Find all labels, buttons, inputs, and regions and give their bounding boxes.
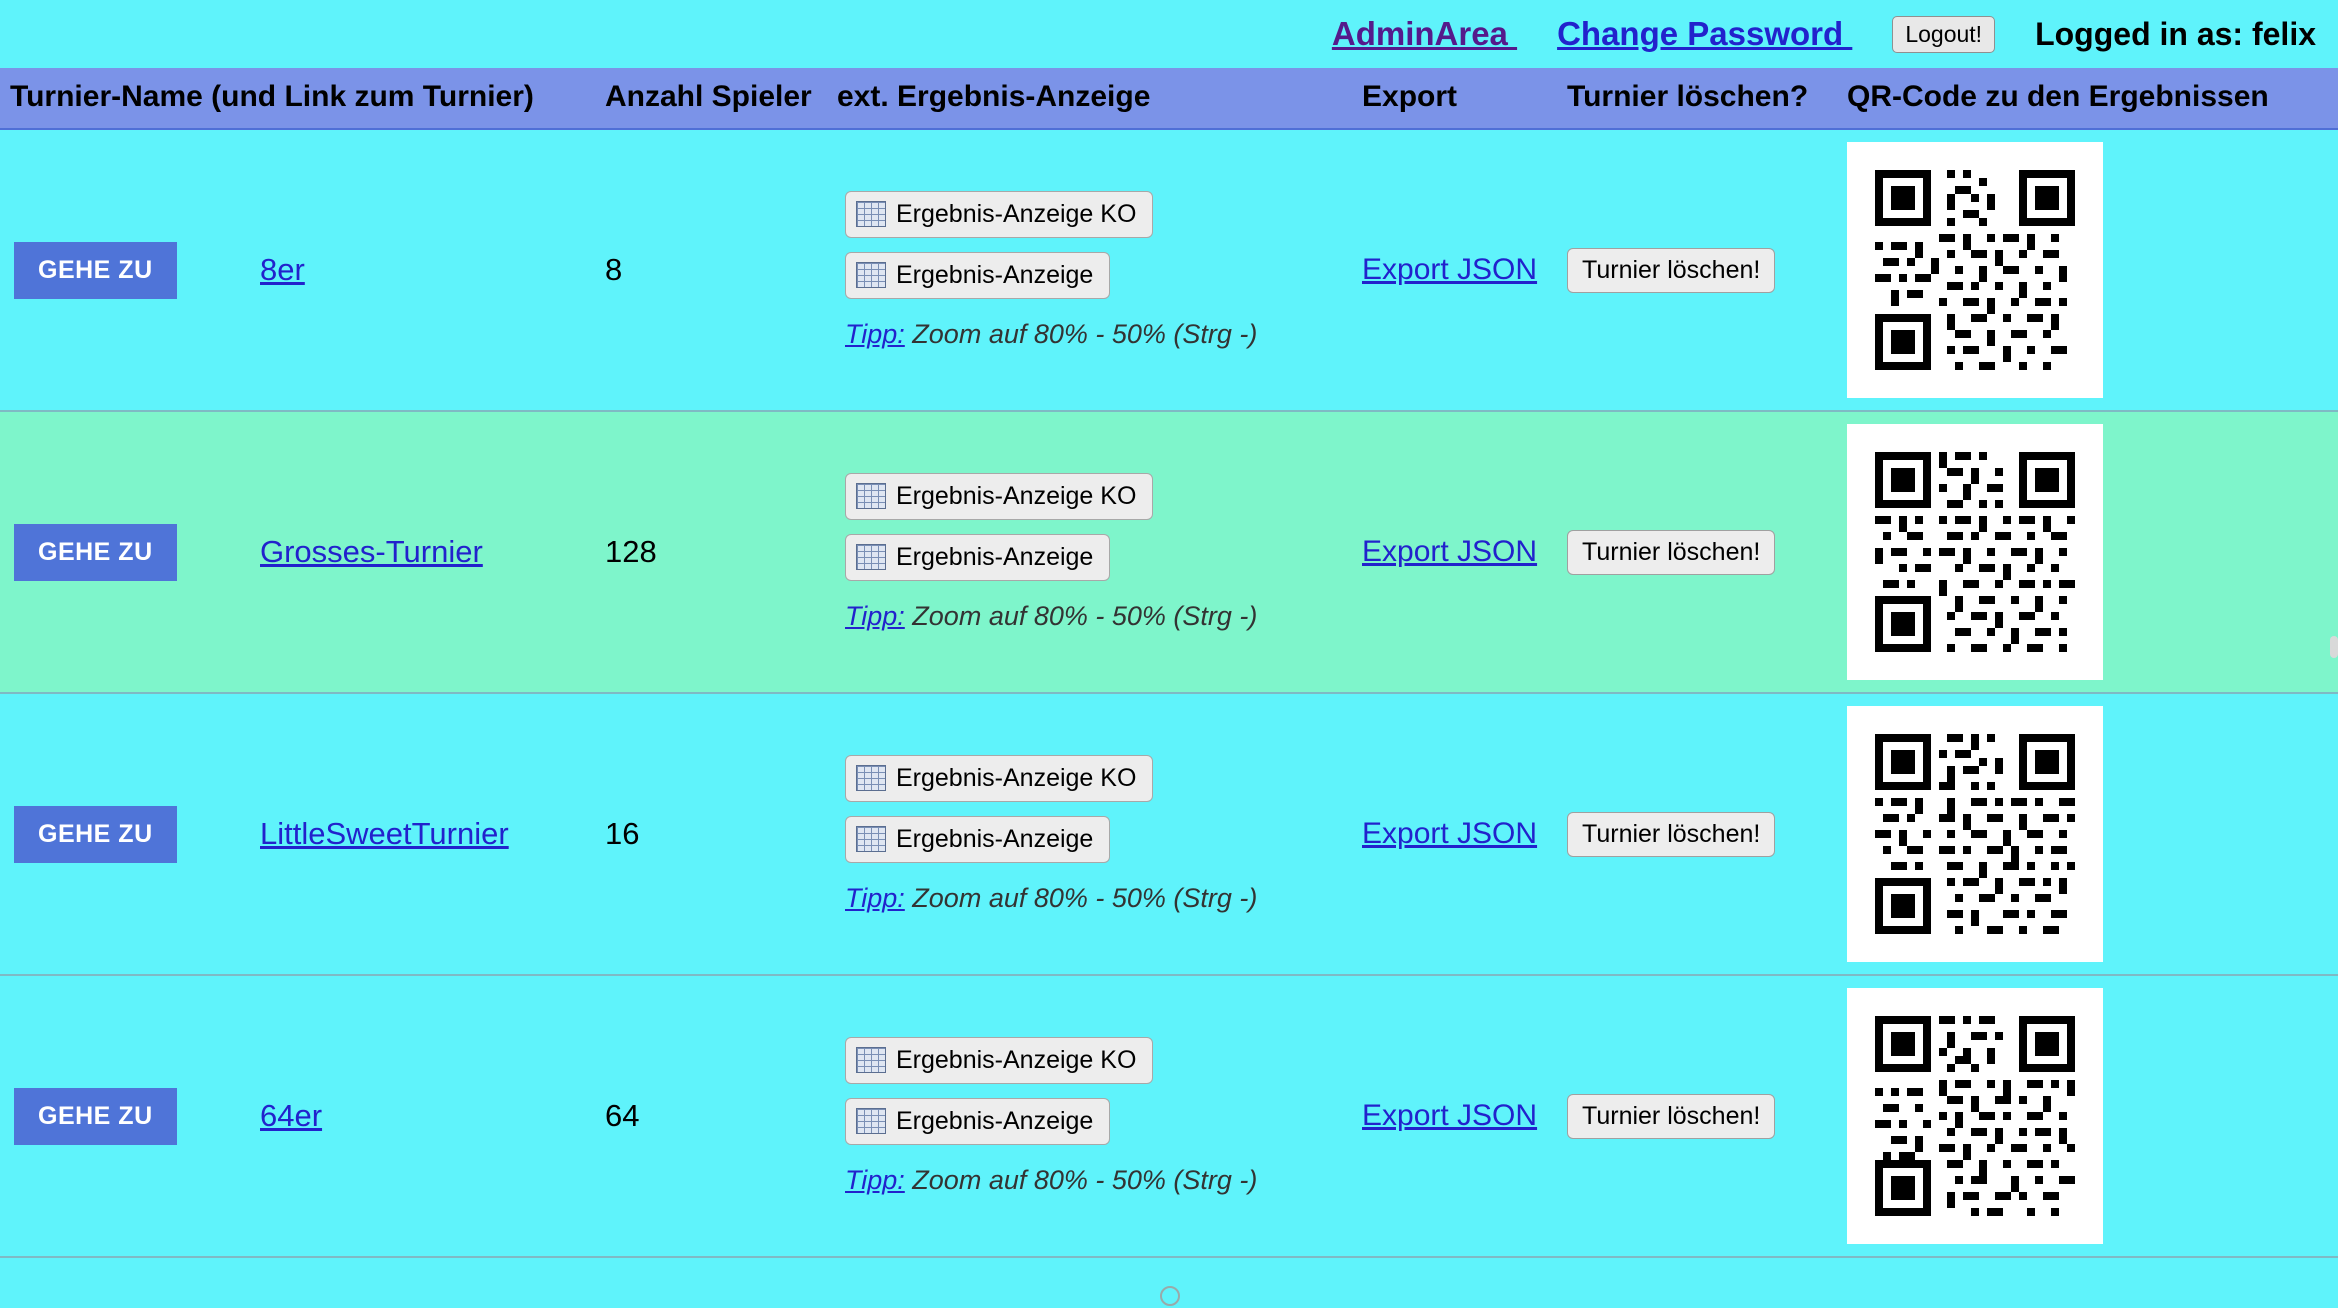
ergebnis-anzeige-button[interactable] xyxy=(845,534,1110,581)
qr-code-icon xyxy=(1875,452,2075,652)
player-count: 8 xyxy=(605,252,623,287)
qr-code-icon xyxy=(1875,734,2075,934)
goto-cell xyxy=(0,411,250,693)
qr-cell xyxy=(1847,975,2338,1257)
zoom-tipp xyxy=(845,1165,1362,1196)
change-password-link[interactable]: Change Password xyxy=(1557,15,1853,52)
zoom-tipp xyxy=(845,601,1362,632)
ergebnis-anzeige-ko-label: Ergebnis-Anzeige KO xyxy=(896,199,1137,228)
tournament-link[interactable]: 64er xyxy=(260,1098,323,1133)
grid-icon xyxy=(856,1047,886,1073)
player-count: 16 xyxy=(605,816,640,851)
export-json-link[interactable]: Export JSON xyxy=(1362,817,1538,850)
logged-in-user: Logged in as: felix xyxy=(2035,15,2316,52)
ergebnis-anzeige-button[interactable] xyxy=(845,252,1110,299)
scrollbar-handle[interactable] xyxy=(2330,636,2338,658)
player-count: 64 xyxy=(605,1098,640,1133)
header-player-count: Anzahl Spieler xyxy=(605,68,837,129)
tipp-label: Tipp: xyxy=(845,1164,905,1195)
delete-cell xyxy=(1567,693,1847,975)
top-bar xyxy=(0,0,2338,68)
goto-button[interactable]: GEHE ZU xyxy=(14,1088,177,1145)
delete-cell xyxy=(1567,411,1847,693)
goto-cell xyxy=(0,975,250,1257)
header-export: Export xyxy=(1362,68,1567,129)
grid-icon xyxy=(856,201,886,227)
tournament-link[interactable]: LittleSweetTurnier xyxy=(260,816,509,851)
delete-tournament-button[interactable]: Turnier löschen! xyxy=(1567,1094,1775,1139)
grid-icon xyxy=(856,1108,886,1134)
export-cell xyxy=(1362,129,1567,411)
tournament-name-cell xyxy=(250,129,605,411)
table-body xyxy=(0,129,2338,1257)
export-cell xyxy=(1362,975,1567,1257)
table-row xyxy=(0,129,2338,411)
zoom-tipp xyxy=(845,319,1362,350)
ergebnis-anzeige-ko-button[interactable] xyxy=(845,473,1153,520)
delete-cell xyxy=(1567,975,1847,1257)
qr-cell xyxy=(1847,411,2338,693)
qr-code-container xyxy=(1847,142,2103,398)
ergebnis-anzeige-button[interactable] xyxy=(845,816,1110,863)
export-cell xyxy=(1362,411,1567,693)
ergebnis-anzeige-button[interactable] xyxy=(845,1098,1110,1145)
ergebnis-anzeige-label: Ergebnis-Anzeige xyxy=(896,824,1094,853)
table-row xyxy=(0,411,2338,693)
admin-area-link[interactable]: AdminArea xyxy=(1331,15,1518,52)
tournament-name-cell xyxy=(250,693,605,975)
goto-cell xyxy=(0,693,250,975)
qr-code-container xyxy=(1847,988,2103,1244)
ergebnis-anzeige-label: Ergebnis-Anzeige xyxy=(896,260,1094,289)
ergebnis-anzeige-ko-button[interactable] xyxy=(845,755,1153,802)
qr-code-icon xyxy=(1875,1016,2075,1216)
grid-icon xyxy=(856,483,886,509)
goto-button[interactable]: GEHE ZU xyxy=(14,524,177,581)
header-qr-code: QR-Code zu den Ergebnissen xyxy=(1847,68,2338,129)
grid-icon xyxy=(856,826,886,852)
goto-button[interactable]: GEHE ZU xyxy=(14,242,177,299)
logout-button[interactable]: Logout! xyxy=(1892,16,1995,53)
tipp-label: Tipp: xyxy=(845,600,905,631)
tournament-link[interactable]: 8er xyxy=(260,252,305,287)
qr-code-icon xyxy=(1875,170,2075,370)
ext-display-cell xyxy=(837,693,1362,975)
qr-code-container xyxy=(1847,706,2103,962)
goto-cell xyxy=(0,129,250,411)
qr-cell xyxy=(1847,129,2338,411)
export-json-link[interactable]: Export JSON xyxy=(1362,535,1538,568)
grid-icon xyxy=(856,262,886,288)
tournaments-table xyxy=(0,68,2338,1258)
ergebnis-anzeige-label: Ergebnis-Anzeige xyxy=(896,1106,1094,1135)
ergebnis-anzeige-ko-button[interactable] xyxy=(845,1037,1153,1084)
ergebnis-anzeige-label: Ergebnis-Anzeige xyxy=(896,542,1094,571)
ergebnis-anzeige-ko-label: Ergebnis-Anzeige KO xyxy=(896,1045,1137,1074)
ext-display-cell xyxy=(837,975,1362,1257)
qr-cell xyxy=(1847,693,2338,975)
tipp-label: Tipp: xyxy=(845,882,905,913)
tipp-text: Zoom auf 80% - 50% (Strg -) xyxy=(904,1164,1258,1195)
zoom-tipp xyxy=(845,883,1362,914)
header-ext-display: ext. Ergebnis-Anzeige xyxy=(837,68,1362,129)
delete-tournament-button[interactable]: Turnier löschen! xyxy=(1567,812,1775,857)
qr-code-container xyxy=(1847,424,2103,680)
table-row xyxy=(0,975,2338,1257)
tipp-text: Zoom auf 80% - 50% (Strg -) xyxy=(904,318,1258,349)
ext-display-cell xyxy=(837,411,1362,693)
header-delete: Turnier löschen? xyxy=(1567,68,1847,129)
ext-display-cell xyxy=(837,129,1362,411)
delete-tournament-button[interactable]: Turnier löschen! xyxy=(1567,248,1775,293)
goto-button[interactable]: GEHE ZU xyxy=(14,806,177,863)
export-cell xyxy=(1362,693,1567,975)
ergebnis-anzeige-ko-label: Ergebnis-Anzeige KO xyxy=(896,763,1137,792)
grid-icon xyxy=(856,544,886,570)
tipp-text: Zoom auf 80% - 50% (Strg -) xyxy=(904,600,1258,631)
tournament-name-cell xyxy=(250,975,605,1257)
player-count: 128 xyxy=(605,534,657,569)
delete-cell xyxy=(1567,129,1847,411)
table-row xyxy=(0,693,2338,975)
tipp-label: Tipp: xyxy=(845,318,905,349)
tipp-text: Zoom auf 80% - 50% (Strg -) xyxy=(904,882,1258,913)
grid-icon xyxy=(856,765,886,791)
ergebnis-anzeige-ko-label: Ergebnis-Anzeige KO xyxy=(896,481,1137,510)
ergebnis-anzeige-ko-button[interactable] xyxy=(845,191,1153,238)
tournament-link[interactable]: Grosses-Turnier xyxy=(260,534,483,569)
delete-tournament-button[interactable]: Turnier löschen! xyxy=(1567,530,1775,575)
table-header xyxy=(0,68,2338,129)
header-tournament-name: Turnier-Name (und Link zum Turnier) xyxy=(0,68,605,129)
page-indicator-dot xyxy=(1160,1286,1180,1306)
export-json-link[interactable]: Export JSON xyxy=(1362,1099,1538,1132)
export-json-link[interactable]: Export JSON xyxy=(1362,253,1538,286)
tournament-name-cell xyxy=(250,411,605,693)
